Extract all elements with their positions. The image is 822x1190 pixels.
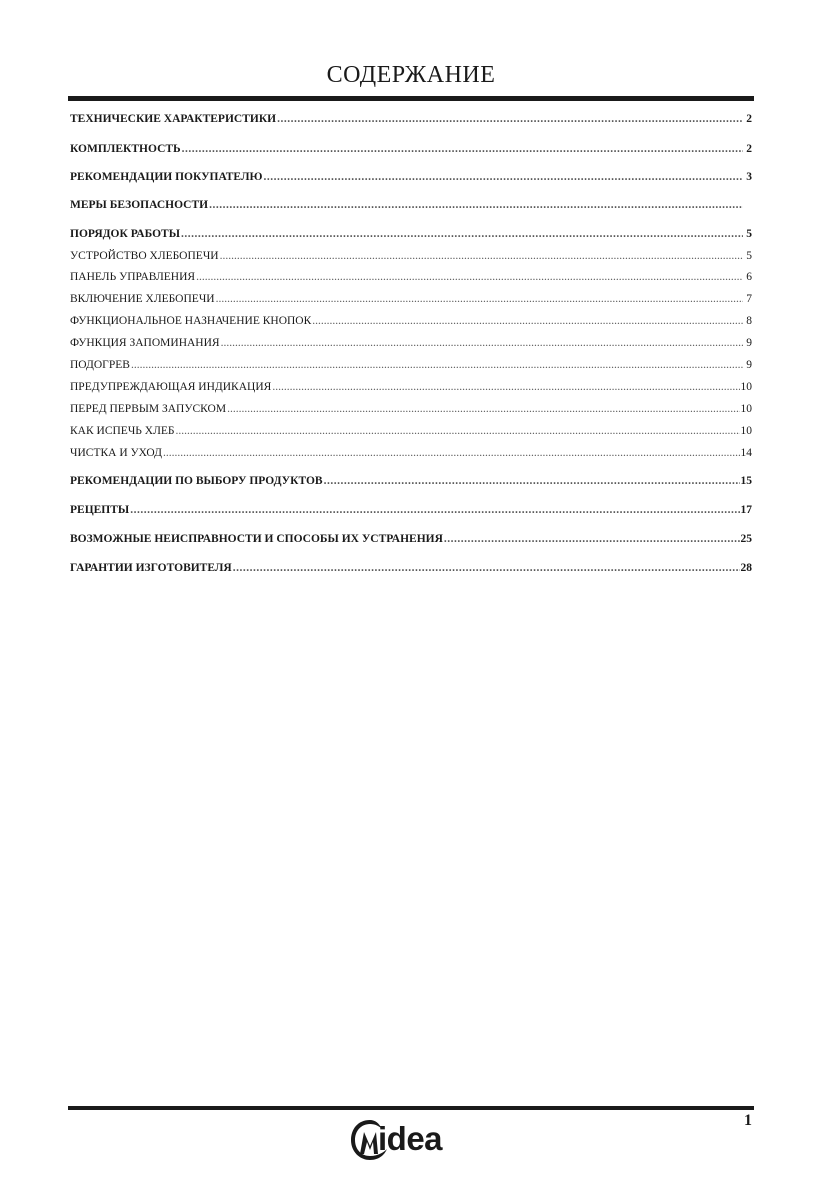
toc-entry-page: 10 bbox=[740, 381, 752, 393]
toc-entry-label: МЕРЫ БЕЗОПАСНОСТИ bbox=[70, 199, 209, 211]
toc-entry-page: 28 bbox=[740, 562, 752, 574]
toc-entry-page: 17 bbox=[740, 504, 752, 516]
toc-entry-label: ТЕХНИЧЕСКИЕ ХАРАКТЕРИСТИКИ bbox=[70, 113, 277, 125]
toc-entry[interactable] bbox=[70, 360, 752, 372]
toc-leader-dots bbox=[263, 172, 743, 184]
toc-entry[interactable] bbox=[70, 200, 752, 212]
toc-leader-dots bbox=[227, 404, 739, 416]
toc-entry[interactable] bbox=[70, 316, 752, 328]
toc-entry-label: КОМПЛЕКТНОСТЬ bbox=[70, 143, 181, 155]
toc-entry-page: 2 bbox=[746, 113, 752, 125]
toc-entry-label: ФУНКЦИОНАЛЬНОЕ НАЗНАЧЕНИЕ КНОПОК bbox=[70, 315, 312, 327]
toc-entry-label: РЕКОМЕНДАЦИИ ПО ВЫБОРУ ПРОДУКТОВ bbox=[70, 475, 323, 487]
toc-entry-label: ПОРЯДОК РАБОТЫ bbox=[70, 228, 181, 240]
toc-leader-dots bbox=[221, 338, 743, 350]
toc-entry[interactable] bbox=[70, 448, 752, 460]
toc-leader-dots bbox=[130, 505, 739, 517]
toc-entry-page: 9 bbox=[746, 359, 752, 371]
toc-leader-dots bbox=[181, 229, 743, 241]
page-title: СОДЕРЖАНИЕ bbox=[326, 62, 496, 88]
toc-entry-page: 7 bbox=[746, 293, 752, 305]
toc-entry[interactable] bbox=[70, 272, 752, 284]
toc-entry-label: ВКЛЮЧЕНИЕ ХЛЕБОПЕЧИ bbox=[70, 293, 215, 305]
toc-leader-dots bbox=[216, 294, 743, 306]
toc-entry-page: 10 bbox=[740, 425, 752, 437]
toc-leader-dots bbox=[163, 448, 740, 460]
toc-entry-label: ПРЕДУПРЕЖДАЮЩАЯ ИНДИКАЦИЯ bbox=[70, 381, 272, 393]
toc-leader-dots bbox=[131, 360, 743, 372]
toc-leader-dots bbox=[176, 426, 740, 438]
toc-entry-page: 5 bbox=[746, 250, 752, 262]
toc-leader-dots bbox=[272, 382, 739, 394]
toc-entry-label: ПОДОГРЕВ bbox=[70, 359, 130, 371]
toc-entry[interactable] bbox=[70, 172, 752, 184]
toc-entry-label: ПАНЕЛЬ УПРАВЛЕНИЯ bbox=[70, 271, 196, 283]
toc-entry-label: ЧИСТКА И УХОД bbox=[70, 447, 162, 459]
toc-entry-label: ПЕРЕД ПЕРВЫМ ЗАПУСКОМ bbox=[70, 403, 227, 415]
toc-entry[interactable] bbox=[70, 229, 752, 241]
top-divider bbox=[68, 96, 754, 101]
toc-entry-page: 25 bbox=[740, 533, 752, 545]
toc-leader-dots bbox=[233, 563, 740, 575]
midea-logo bbox=[348, 1116, 478, 1166]
toc-entry-page: 9 bbox=[746, 337, 752, 349]
page-number: 1 bbox=[744, 1112, 752, 1129]
toc-leader-dots bbox=[182, 144, 743, 156]
toc-entry[interactable] bbox=[70, 338, 752, 350]
toc-entry-label: ВОЗМОЖНЫЕ НЕИСПРАВНОСТИ И СПОСОБЫ ИХ УСТРАНЕНИЯ bbox=[70, 533, 443, 545]
toc-entry-page: 8 bbox=[746, 315, 752, 327]
toc-entry-page: 10 bbox=[740, 403, 752, 415]
toc-leader-dots bbox=[312, 316, 743, 328]
bottom-divider bbox=[68, 1106, 754, 1110]
toc-entry[interactable] bbox=[70, 476, 752, 488]
toc-entry-page: 14 bbox=[740, 447, 752, 459]
toc-entry[interactable] bbox=[70, 382, 752, 394]
toc-entry[interactable] bbox=[70, 114, 752, 126]
toc-entry-page: 5 bbox=[746, 228, 752, 240]
toc-leader-dots bbox=[196, 272, 743, 284]
toc-leader-dots bbox=[324, 476, 740, 488]
toc-entry[interactable] bbox=[70, 144, 752, 156]
toc-leader-dots bbox=[444, 534, 740, 546]
toc-entry[interactable] bbox=[70, 505, 752, 517]
toc-entry-page: 6 bbox=[746, 271, 752, 283]
toc-leader-dots bbox=[209, 200, 743, 212]
toc-entry-label: УСТРОЙСТВО ХЛЕБОПЕЧИ bbox=[70, 250, 219, 262]
toc-leader-dots bbox=[277, 114, 743, 126]
toc-entry-label: ГАРАНТИИ ИЗГОТОВИТЕЛЯ bbox=[70, 562, 232, 574]
toc-entry[interactable] bbox=[70, 563, 752, 575]
toc-entry[interactable] bbox=[70, 251, 752, 263]
toc-entry-label: РЕКОМЕНДАЦИИ ПОКУПАТЕЛЮ bbox=[70, 171, 263, 183]
toc-entry-label: КАК ИСПЕЧЬ ХЛЕБ bbox=[70, 425, 175, 437]
toc-entry-label: ФУНКЦИЯ ЗАПОМИНАНИЯ bbox=[70, 337, 220, 349]
toc-entry[interactable] bbox=[70, 294, 752, 306]
toc-entry-page: 15 bbox=[740, 475, 752, 487]
toc-leader-dots bbox=[220, 251, 743, 263]
logo-wordmark: idea bbox=[378, 1120, 443, 1157]
toc-entry-label: РЕЦЕПТЫ bbox=[70, 504, 130, 516]
toc-entry-page: 2 bbox=[746, 143, 752, 155]
toc-entry[interactable] bbox=[70, 534, 752, 546]
toc-entry[interactable] bbox=[70, 404, 752, 416]
toc-entry-page: 3 bbox=[746, 171, 752, 183]
toc-entry[interactable] bbox=[70, 426, 752, 438]
